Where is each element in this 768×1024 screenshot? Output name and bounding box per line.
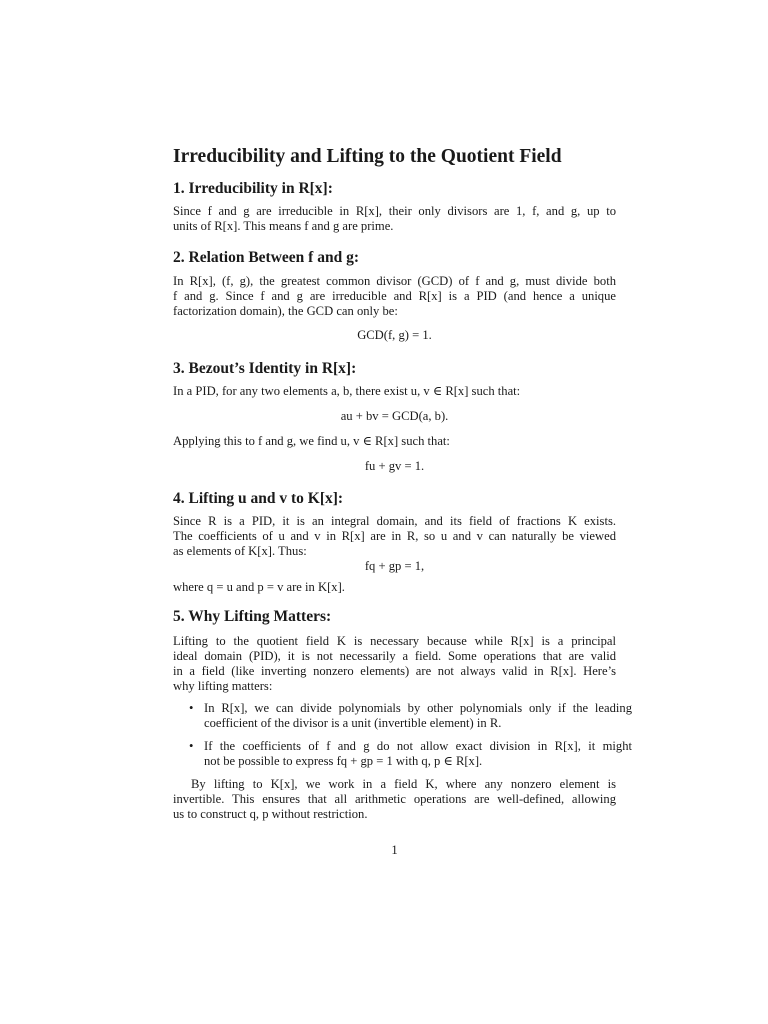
section-4-paragraph	[173, 514, 616, 559]
paragraph-line: units of R[x]. This means f and g are prime.	[173, 219, 394, 233]
bullet-icon: •	[189, 739, 194, 753]
section-1-heading: 1. Irreducibility in R[x]:	[173, 180, 333, 197]
paragraph-line: factorization domain), the GCD can only be:	[173, 304, 398, 318]
bullet-line: If the coefficients of f and g do not allow exact division in R[x], it might	[204, 739, 632, 753]
section-2-paragraph	[173, 274, 616, 319]
bullet-icon: •	[189, 701, 194, 715]
bullet-line: not be possible to express fq + gp = 1 with q, p ∈ R[x].	[204, 754, 483, 768]
paragraph-line: ideal domain (PID), it is not necessarily a field. Some operations that are valid	[173, 649, 616, 663]
paragraph-line: In R[x], (f, g), the greatest common divisor (GCD) of f and g, must divide both	[173, 274, 616, 288]
section-4-heading: 4. Lifting u and v to K[x]:	[173, 490, 344, 507]
section-1-paragraph	[173, 204, 616, 234]
paragraph-line: Since f and g are irreducible in R[x], their only divisors are 1, f, and g, up to	[173, 204, 616, 218]
section-3-middle	[173, 434, 616, 449]
paragraph-line: as elements of K[x]. Thus:	[173, 544, 307, 558]
paragraph-line: Lifting to the quotient field K is necessary because while R[x] is a principal	[173, 634, 616, 648]
paragraph-line: in a field (like inverting nonzero elements) are not always valid in R[x]. Here’s	[173, 664, 616, 678]
section-3-heading: 3. Bezout’s Identity in R[x]:	[173, 360, 357, 377]
bezout-equation: au + bv = GCD(a, b).	[340, 409, 449, 423]
fq-gp-equation: fq + gp = 1,	[364, 559, 425, 573]
section-2-heading: 2. Relation Between f and g:	[173, 249, 359, 266]
paragraph-line: Since R is a PID, it is an integral domain, and its field of fractions K exists.	[173, 514, 616, 528]
section-3-intro	[173, 384, 616, 399]
paragraph-line: where q = u and p = v are in K[x].	[173, 580, 345, 594]
section-5-paragraph	[173, 634, 616, 694]
paragraph-line: Applying this to f and g, we find u, v ∈ R[x] such that:	[173, 434, 450, 448]
fu-gv-equation: fu + gv = 1.	[364, 459, 425, 473]
paragraph-line: f and g. Since f and g are irreducible and R[x] is a PID (and hence a unique	[173, 289, 616, 303]
document-title: Irreducibility and Lifting to the Quotient Field	[173, 146, 562, 167]
section-5-closing	[173, 777, 616, 822]
paragraph-line: why lifting matters:	[173, 679, 273, 693]
paragraph-line: us to construct q, p without restriction.	[173, 807, 368, 821]
paragraph-line: The coefficients of u and v in R[x] are in R, so u and v can naturally be viewed	[173, 529, 616, 543]
page-number: 1	[391, 843, 398, 857]
section-4-after	[173, 580, 616, 595]
gcd-equation: GCD(f, g) = 1.	[357, 328, 432, 342]
bullet-line: coefficient of the divisor is a unit (invertible element) in R.	[204, 716, 502, 730]
bullet-line: In R[x], we can divide polynomials by other polynomials only if the leading	[204, 701, 632, 715]
section-5-heading: 5. Why Lifting Matters:	[173, 608, 332, 625]
paragraph-line: By lifting to K[x], we work in a field K, where any nonzero element is	[191, 777, 616, 791]
paragraph-line: invertible. This ensures that all arithmetic operations are well-defined, allowing	[173, 792, 616, 806]
paragraph-line: In a PID, for any two elements a, b, there exist u, v ∈ R[x] such that:	[173, 384, 521, 398]
